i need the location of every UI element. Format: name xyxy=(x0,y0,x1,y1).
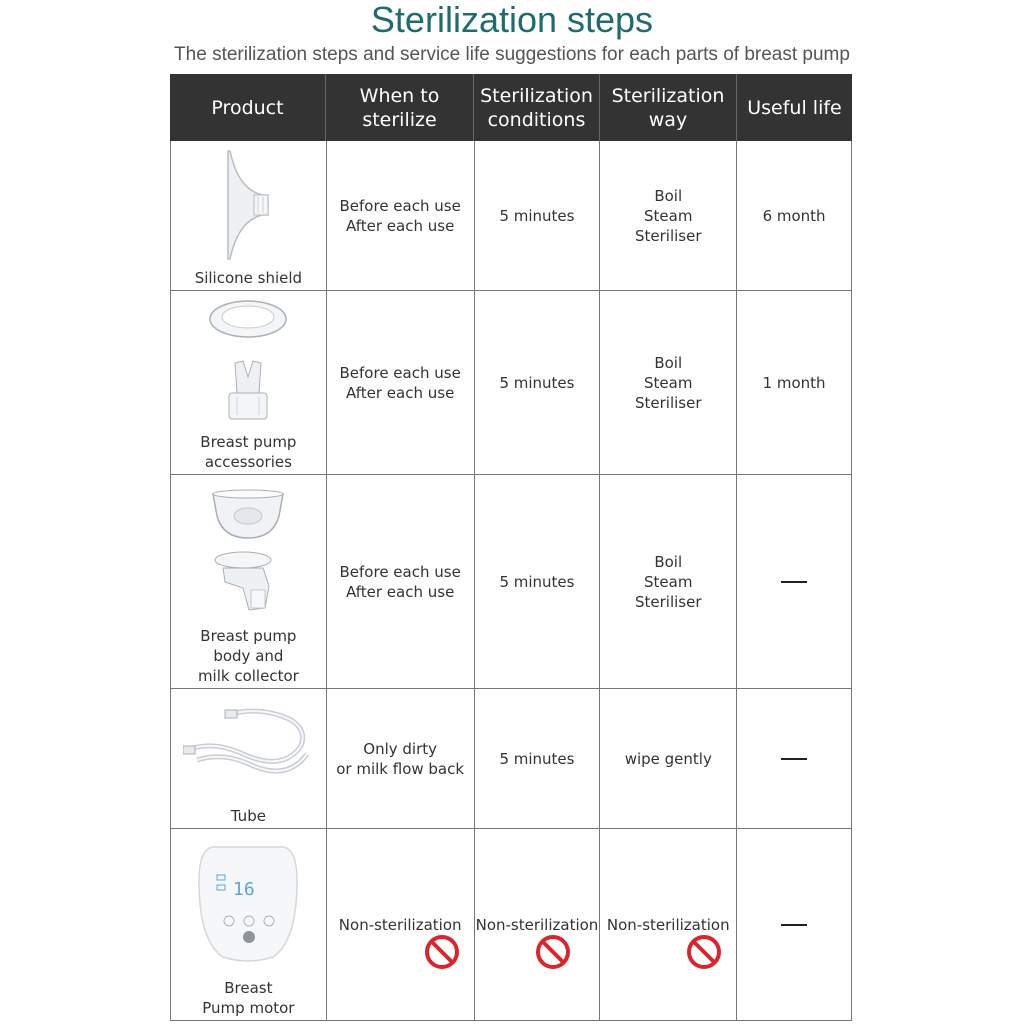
tube-image xyxy=(183,689,313,806)
way-text: Non-sterilization xyxy=(606,915,730,934)
product-label: Tube xyxy=(230,807,266,825)
motor-display-text: 16 xyxy=(233,878,256,900)
way-cell: Boil Steam Steriliser xyxy=(600,141,737,290)
when-cell: Only dirty or milk flow back xyxy=(327,689,475,828)
when-cell: Before each use After each use xyxy=(327,475,475,688)
life-cell: 6 month xyxy=(737,141,852,290)
life-cell xyxy=(737,689,852,828)
when-cell: Before each use After each use xyxy=(327,141,475,290)
conditions-cell xyxy=(475,829,601,1020)
when-cell: Before each use After each use xyxy=(327,291,475,474)
product-label: Breast pump body and milk collector xyxy=(197,627,299,685)
conditions-cell: 5 minutes xyxy=(475,475,601,688)
when-cell xyxy=(327,829,475,1020)
page-title: Sterilization steps xyxy=(370,0,654,40)
conditions-cell: 5 minutes xyxy=(475,141,601,290)
accessories-image xyxy=(203,291,293,432)
silicone-shield-image xyxy=(218,141,278,268)
table-row xyxy=(170,689,852,829)
life-cell xyxy=(737,829,852,1020)
table-row xyxy=(170,829,852,1021)
dash-mark xyxy=(781,924,807,926)
table-row xyxy=(170,141,852,291)
prohibited-icon xyxy=(424,914,460,990)
life-cell xyxy=(737,475,852,688)
conditions-cell: 5 minutes xyxy=(475,689,601,828)
way-cell: Boil Steam Steriliser xyxy=(600,475,737,688)
prohibited-icon xyxy=(686,914,722,990)
page-subtitle: The sterilization steps and service life suggestions for each parts of breast pump xyxy=(174,44,850,65)
dash-mark xyxy=(781,581,807,583)
product-cell xyxy=(171,141,327,290)
product-label: Breast pump accessories xyxy=(200,433,297,471)
pump-motor-image xyxy=(193,829,303,978)
conditions-text: Non-sterilization xyxy=(475,915,599,934)
product-cell xyxy=(171,689,327,828)
header-product: Product xyxy=(170,74,326,141)
header-when-to-sterilize: When to sterilize xyxy=(326,74,474,141)
life-cell: 1 month xyxy=(737,291,852,474)
product-cell xyxy=(171,291,327,474)
conditions-cell: 5 minutes xyxy=(475,291,601,474)
sterilization-table xyxy=(170,74,852,1021)
header-sterilization-way: Sterilization way xyxy=(600,74,737,141)
product-cell xyxy=(171,475,327,688)
way-cell: wipe gently xyxy=(600,689,737,828)
way-cell xyxy=(600,829,737,1020)
dash-mark xyxy=(781,758,807,760)
table-row xyxy=(170,291,852,475)
product-label: Silicone shield xyxy=(194,269,303,287)
way-cell: Boil Steam Steriliser xyxy=(600,291,737,474)
pump-body-image xyxy=(203,475,293,626)
header-sterilization-conditions: Sterilization conditions xyxy=(474,74,600,141)
table-row xyxy=(170,475,852,689)
product-cell xyxy=(171,829,327,1020)
header-useful-life: Useful life xyxy=(747,96,842,119)
product-label: Breast Pump motor xyxy=(202,979,295,1017)
table-header-row xyxy=(170,74,852,141)
when-text: Non-sterilization xyxy=(338,915,462,934)
prohibited-icon xyxy=(535,914,571,990)
